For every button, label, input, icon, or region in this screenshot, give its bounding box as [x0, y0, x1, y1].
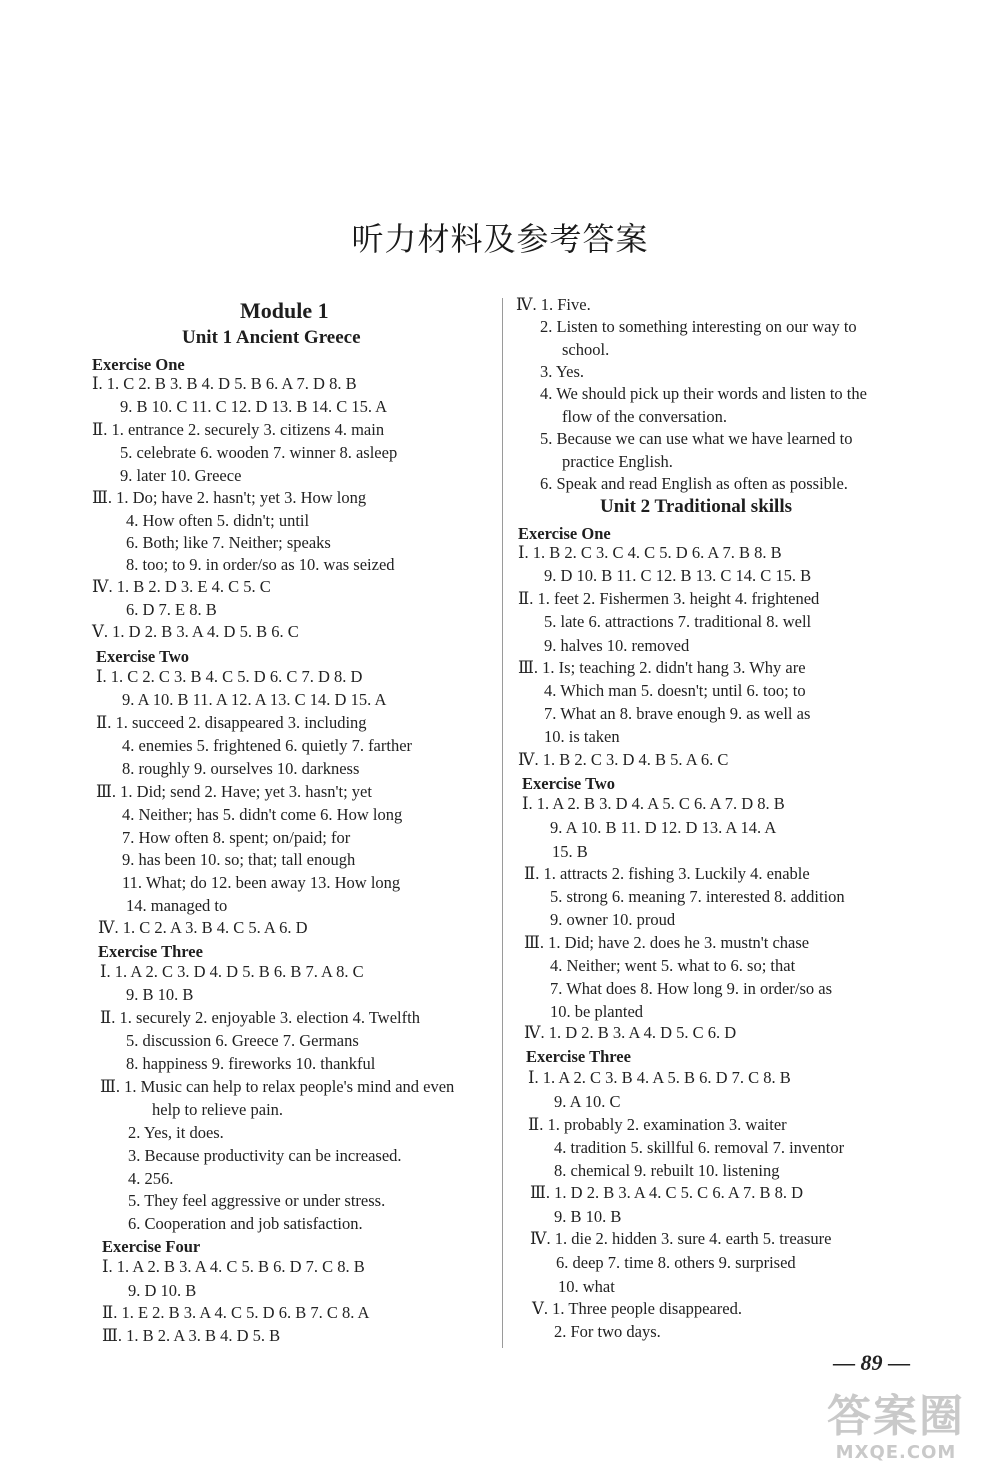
exercise-heading: Exercise Two — [522, 774, 616, 793]
answer-line: 9. B 10. B — [126, 985, 194, 1004]
answer-line: Ⅲ. 1. Did; send 2. Have; yet 3. hasn't; yet — [96, 782, 372, 801]
answer-line: school. — [562, 340, 610, 359]
answer-line: 6. Cooperation and job satisfaction. — [128, 1214, 363, 1233]
answer-line: 2. Listen to something interesting on our way to — [540, 317, 857, 336]
watermark-url: MXQE.COM — [835, 1442, 957, 1463]
exercise-heading: Exercise One — [518, 524, 611, 543]
answer-line: 9. has been 10. so; that; tall enough — [122, 850, 356, 869]
answer-line: Ⅴ. 1. Three people disappeared. — [532, 1299, 742, 1318]
answer-line: 9. halves 10. removed — [544, 636, 690, 655]
answer-line: 9. A 10. B 11. A 12. A 13. C 14. D 15. A — [122, 690, 387, 709]
column-divider — [502, 298, 503, 1348]
answer-line: Ⅰ. 1. A 2. B 3. A 4. C 5. B 6. D 7. C 8. B — [102, 1257, 365, 1276]
answer-line: 9. D 10. B — [128, 1281, 197, 1300]
answer-line: 3. Yes. — [540, 362, 585, 381]
answer-line: 5. They feel aggressive or under stress. — [128, 1191, 386, 1210]
answer-line: Ⅳ. 1. D 2. B 3. A 4. D 5. C 6. D — [524, 1023, 737, 1042]
answer-line: flow of the conversation. — [562, 407, 727, 426]
answer-line: 9. later 10. Greece — [120, 466, 242, 485]
answer-line: 9. B 10. B — [554, 1207, 622, 1226]
answer-line: 6. Speak and read English as often as possible. — [540, 474, 848, 493]
answer-line: Ⅳ. 1. Five. — [516, 295, 591, 314]
exercise-heading: Exercise Two — [96, 647, 190, 666]
answer-line: 7. What an 8. brave enough 9. as well as — [544, 704, 811, 723]
answer-line: 4. tradition 5. skillful 6. removal 7. inventor — [554, 1138, 845, 1157]
answer-line: Ⅲ. 1. B 2. A 3. B 4. D 5. B — [102, 1326, 281, 1345]
answer-line: 15. B — [552, 842, 588, 861]
module-heading: Module 1 — [240, 298, 329, 323]
answer-line: practice English. — [562, 452, 673, 471]
page-title: 听力材料及参考答案 — [351, 220, 649, 258]
answer-line: 4. Neither; has 5. didn't come 6. How long — [122, 805, 403, 824]
answer-line: 11. What; do 12. been away 13. How long — [122, 873, 401, 892]
answer-line: help to relieve pain. — [152, 1100, 284, 1119]
exercise-heading: Exercise Three — [526, 1047, 631, 1066]
answer-line: 5. celebrate 6. wooden 7. winner 8. asleep — [120, 443, 398, 462]
answer-line: Ⅴ. 1. D 2. B 3. A 4. D 5. B 6. C — [92, 622, 299, 641]
answer-line: Ⅱ. 1. probably 2. examination 3. waiter — [528, 1115, 787, 1134]
answer-line: 10. is taken — [544, 727, 620, 746]
answer-line: 4. How often 5. didn't; until — [126, 511, 310, 530]
watermark-logo — [806, 1392, 986, 1468]
answer-line: 4. Which man 5. doesn't; until 6. too; to — [544, 681, 806, 700]
answer-line: 5. Because we can use what we have learned to — [540, 429, 853, 448]
answer-line: Ⅰ. 1. C 2. B 3. B 4. D 5. B 6. A 7. D 8. B — [92, 374, 357, 393]
watermark-text: 答案圈 — [827, 1391, 965, 1442]
answer-line: Ⅰ. 1. C 2. C 3. B 4. C 5. D 6. C 7. D 8. D — [96, 667, 363, 686]
answer-line: 9. owner 10. proud — [550, 910, 676, 929]
answer-line: Ⅲ. 1. Is; teaching 2. didn't hang 3. Why are — [518, 658, 806, 677]
answer-line: Ⅳ. 1. die 2. hidden 3. sure 4. earth 5. treasure — [530, 1229, 832, 1248]
answer-line: Ⅱ. 1. entrance 2. securely 3. citizens 4. main — [92, 420, 385, 439]
answer-line: Ⅰ. 1. A 2. C 3. B 4. A 5. B 6. D 7. C 8. B — [528, 1068, 791, 1087]
answer-line: 5. late 6. attractions 7. traditional 8. well — [544, 612, 812, 631]
answer-line: 2. Yes, it does. — [128, 1123, 224, 1142]
answer-line: Ⅰ. 1. A 2. C 3. D 4. D 5. B 6. B 7. A 8. C — [100, 962, 364, 981]
answer-line: 8. happiness 9. fireworks 10. thankful — [126, 1054, 376, 1073]
answer-line: Ⅰ. 1. A 2. B 3. D 4. A 5. C 6. A 7. D 8. B — [522, 794, 785, 813]
answer-line: 8. too; to 9. in order/so as 10. was seized — [126, 555, 395, 574]
answer-line: 7. What does 8. How long 9. in order/so as — [550, 979, 832, 998]
answer-line: Ⅲ. 1. Music can help to relax people's mind and even — [100, 1077, 455, 1096]
unit-heading: Unit 2 Traditional skills — [600, 496, 792, 517]
answer-line: 14. managed to — [126, 896, 228, 915]
answer-line: Ⅲ. 1. Did; have 2. does he 3. mustn't chase — [524, 933, 810, 952]
answer-line: Ⅱ. 1. securely 2. enjoyable 3. election 4. Twelfth — [100, 1008, 420, 1027]
answer-line: Ⅱ. 1. E 2. B 3. A 4. C 5. D 6. B 7. C 8. A — [102, 1303, 370, 1322]
page-number-value: 89 — [860, 1350, 883, 1375]
page-number: — 89 — — [833, 1350, 910, 1375]
answer-line: Ⅳ. 1. B 2. C 3. D 4. B 5. A 6. C — [518, 750, 729, 769]
answer-line: 6. Both; like 7. Neither; speaks — [126, 533, 331, 552]
answer-line: Ⅳ. 1. C 2. A 3. B 4. C 5. A 6. D — [98, 918, 308, 937]
answer-line: 5. strong 6. meaning 7. interested 8. addition — [550, 887, 845, 906]
answer-line: Ⅰ. 1. B 2. C 3. C 4. C 5. D 6. A 7. B 8. B — [518, 543, 782, 562]
answer-line: 3. Because productivity can be increased. — [128, 1146, 402, 1165]
answer-line: 9. D 10. B 11. C 12. B 13. C 14. C 15. B — [544, 566, 812, 585]
exercise-heading: Exercise Four — [102, 1237, 201, 1256]
answer-line: 2. For two days. — [554, 1322, 661, 1341]
answer-line: 4. Neither; went 5. what to 6. so; that — [550, 956, 796, 975]
unit-heading: Unit 1 Ancient Greece — [182, 327, 361, 348]
exercise-heading: Exercise Three — [98, 942, 203, 961]
answer-line: Ⅱ. 1. succeed 2. disappeared 3. including — [96, 713, 367, 732]
answer-line: 8. roughly 9. ourselves 10. darkness — [122, 759, 360, 778]
answer-line: 6. D 7. E 8. B — [126, 600, 217, 619]
answer-line: 6. deep 7. time 8. others 9. surprised — [556, 1253, 796, 1272]
answer-line: Ⅲ. 1. Do; have 2. hasn't; yet 3. How long — [92, 488, 367, 507]
answer-line: 4. We should pick up their words and listen to the — [540, 384, 867, 403]
answer-line: 7. How often 8. spent; on/paid; for — [122, 828, 351, 847]
answer-line: 10. be planted — [550, 1002, 644, 1021]
answer-line: 9. A 10. C — [554, 1092, 621, 1111]
answer-line: Ⅲ. 1. D 2. B 3. A 4. C 5. C 6. A 7. B 8. D — [530, 1183, 804, 1202]
answer-line: 8. chemical 9. rebuilt 10. listening — [554, 1161, 780, 1180]
answer-line: Ⅳ. 1. B 2. D 3. E 4. C 5. C — [92, 577, 271, 596]
answer-line: 4. 256. — [128, 1169, 174, 1188]
answer-line: Ⅱ. 1. attracts 2. fishing 3. Luckily 4. enable — [524, 864, 810, 883]
answer-line: 4. enemies 5. frightened 6. quietly 7. farther — [122, 736, 413, 755]
answer-line: 9. A 10. B 11. D 12. D 13. A 14. A — [550, 818, 777, 837]
exercise-heading: Exercise One — [92, 355, 185, 374]
answer-line: 10. what — [558, 1277, 615, 1296]
answer-line: Ⅱ. 1. feet 2. Fishermen 3. height 4. frightened — [518, 589, 820, 608]
answer-line: 9. B 10. C 11. C 12. D 13. B 14. C 15. A — [120, 397, 388, 416]
answer-line: 5. discussion 6. Greece 7. Germans — [126, 1031, 359, 1050]
